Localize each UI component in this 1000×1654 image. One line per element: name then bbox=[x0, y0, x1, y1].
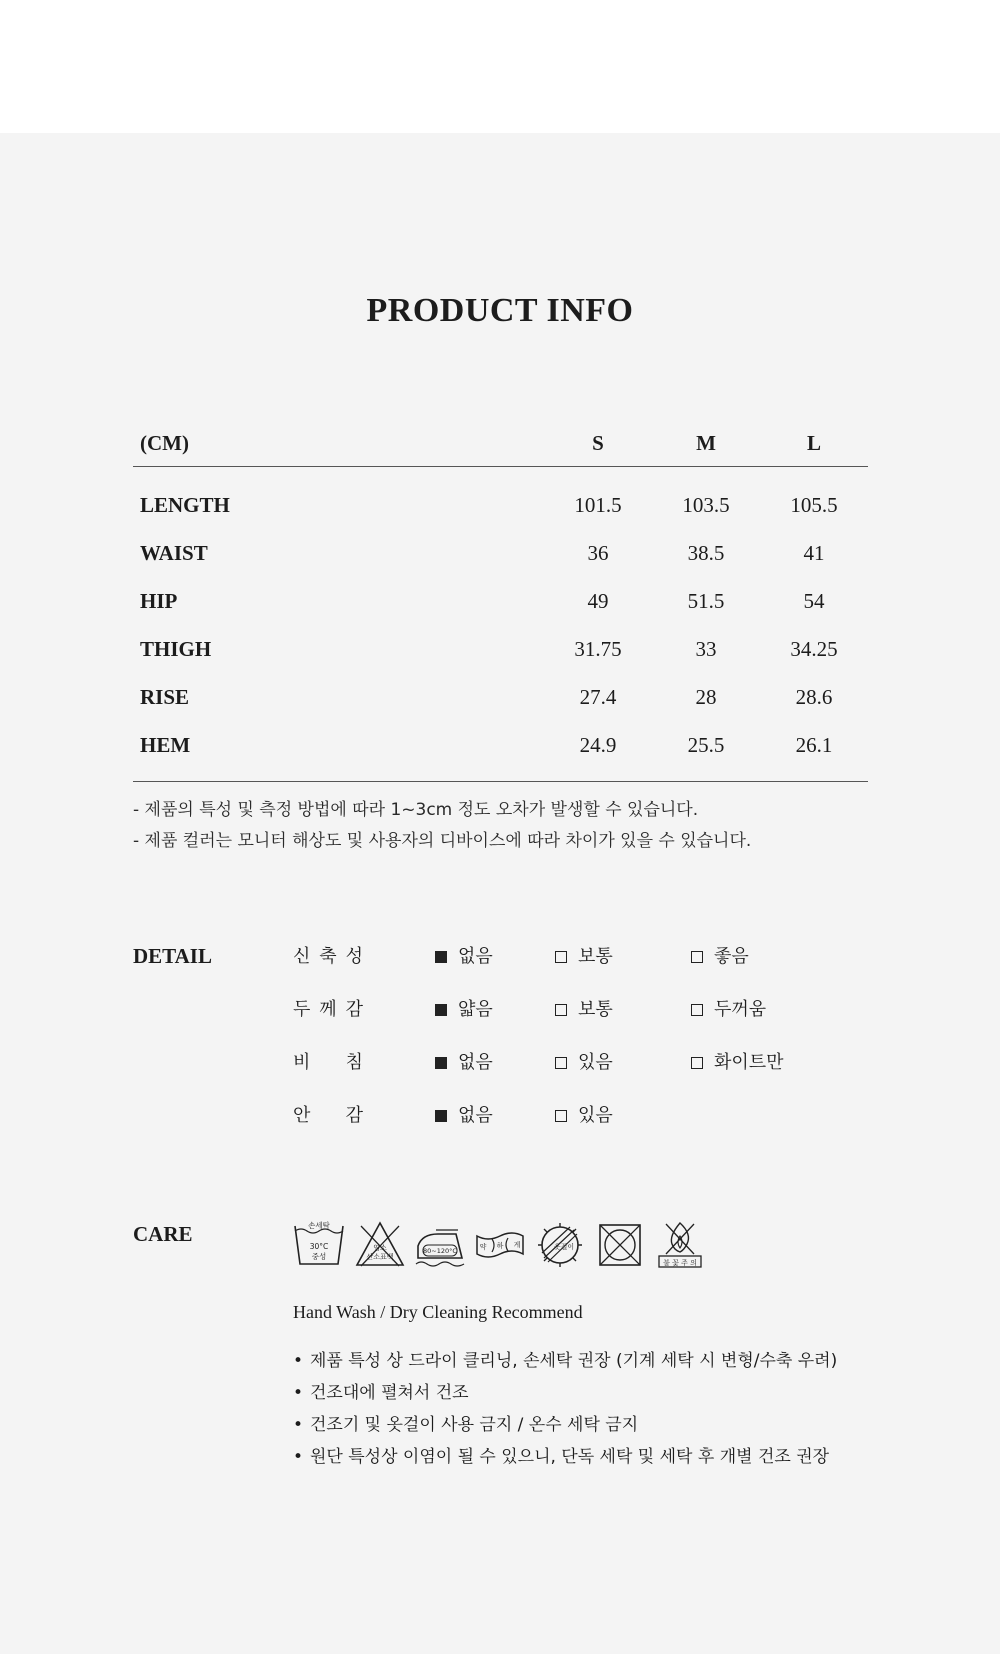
icon-text: 중성 bbox=[311, 1252, 327, 1261]
option-label: 얇음 bbox=[458, 999, 493, 1020]
cell-value: 28 bbox=[695, 684, 717, 709]
option-label: 없음 bbox=[458, 946, 493, 967]
cell-value: 49 bbox=[587, 588, 609, 613]
no-tumble-dry-icon bbox=[594, 1220, 646, 1270]
cell-value: 33 bbox=[695, 636, 717, 661]
icon-text: 염소 bbox=[373, 1244, 387, 1252]
option-label: 있음 bbox=[578, 1105, 613, 1126]
size-header-s: S bbox=[592, 430, 604, 455]
empty-box-icon bbox=[691, 1057, 703, 1069]
empty-box-icon bbox=[555, 1110, 567, 1122]
no-bleach-icon bbox=[354, 1220, 406, 1270]
icon-text: 30°C bbox=[309, 1242, 329, 1251]
checked-box-icon bbox=[435, 1004, 447, 1016]
table-row bbox=[133, 467, 868, 530]
detail-name-char: 안 bbox=[293, 1105, 311, 1126]
table-row bbox=[133, 625, 868, 673]
icon-text: 80~120°C bbox=[423, 1247, 457, 1255]
icon-text: 하 bbox=[496, 1242, 504, 1250]
care-item-text: 건조기 및 옷걸이 사용 금지 / 온수 세탁 금지 bbox=[310, 1415, 639, 1435]
table-row bbox=[133, 721, 868, 782]
unit-label: (CM) bbox=[140, 430, 189, 455]
option-checked bbox=[435, 995, 493, 1025]
empty-box-icon bbox=[691, 1004, 703, 1016]
option-label: 좋음 bbox=[714, 946, 749, 967]
option-label: 없음 bbox=[458, 1052, 493, 1073]
page-title: PRODUCT INFO bbox=[366, 292, 634, 329]
size-header-l: L bbox=[806, 430, 821, 455]
table-row bbox=[133, 673, 868, 721]
detail-name-char: 감 bbox=[345, 1105, 363, 1126]
care-list bbox=[293, 1345, 837, 1473]
care-item-text: 제품 특성 상 드라이 클리닝, 손세탁 권장 (기계 세탁 시 변형/수축 우려) bbox=[310, 1351, 838, 1371]
empty-box-icon bbox=[691, 951, 703, 963]
cell-value: 31.75 bbox=[574, 636, 622, 661]
icon-text: 옷걸이 bbox=[553, 1243, 575, 1251]
checked-box-icon bbox=[435, 1057, 447, 1069]
icon-text: 약 bbox=[479, 1243, 487, 1251]
detail-name bbox=[293, 1048, 363, 1078]
cell-value: 41 bbox=[803, 540, 825, 565]
cell-value: 24.9 bbox=[579, 732, 617, 757]
cell-value: 51.5 bbox=[687, 588, 725, 613]
care-subtitle: Hand Wash / Dry Cleaning Recommend bbox=[293, 1302, 583, 1322]
icon-text: 산소표백 bbox=[366, 1253, 394, 1261]
detail-name bbox=[293, 942, 363, 972]
icon-text: 불 꽃 주 의 bbox=[663, 1259, 697, 1267]
option-checked bbox=[435, 942, 493, 972]
care-section-label: CARE bbox=[133, 1222, 193, 1246]
hand-wash-icon bbox=[292, 1220, 346, 1270]
detail-name-char: 침 bbox=[345, 1052, 363, 1073]
list-item bbox=[293, 1345, 837, 1377]
icon-text: 손세탁 bbox=[308, 1221, 330, 1230]
iron-icon bbox=[414, 1220, 466, 1270]
list-item bbox=[293, 1441, 837, 1473]
gentle-wring-icon bbox=[474, 1220, 526, 1270]
option-unchecked bbox=[555, 1101, 613, 1131]
cell-value: 26.1 bbox=[795, 732, 833, 757]
option-label: 없음 bbox=[458, 1105, 493, 1126]
cell-value: 38.5 bbox=[687, 540, 725, 565]
no-hanger-dry-icon bbox=[534, 1220, 586, 1270]
detail-name bbox=[293, 1101, 363, 1131]
empty-box-icon bbox=[555, 951, 567, 963]
cell-value: 25.5 bbox=[687, 732, 725, 757]
list-item bbox=[293, 1377, 837, 1409]
bullet-icon: • bbox=[293, 1383, 304, 1403]
row-label: WAIST bbox=[140, 540, 208, 565]
bullet-icon: • bbox=[293, 1415, 304, 1435]
cell-value: 34.25 bbox=[790, 636, 838, 661]
detail-name-char: 비 bbox=[293, 1052, 311, 1073]
care-item-text: 건조대에 펼쳐서 건조 bbox=[310, 1383, 469, 1403]
option-unchecked bbox=[555, 942, 613, 972]
option-unchecked bbox=[691, 1048, 784, 1078]
measurement-notes bbox=[133, 795, 751, 857]
row-label: HEM bbox=[140, 732, 191, 757]
checked-box-icon bbox=[435, 1110, 447, 1122]
care-item-text: 원단 특성상 이염이 될 수 있으니, 단독 세탁 및 세탁 후 개별 건조 권장 bbox=[310, 1447, 830, 1467]
detail-name-char: 두 bbox=[293, 999, 311, 1020]
row-label: THIGH bbox=[140, 636, 212, 661]
empty-box-icon bbox=[555, 1004, 567, 1016]
bullet-icon: • bbox=[293, 1351, 304, 1371]
row-label: RISE bbox=[140, 684, 190, 709]
option-label: 두꺼움 bbox=[714, 999, 767, 1020]
detail-name-char: 감 bbox=[345, 999, 363, 1020]
cell-value: 103.5 bbox=[682, 492, 730, 517]
detail-section-label: DETAIL bbox=[133, 944, 212, 968]
bullet-icon: • bbox=[293, 1447, 304, 1467]
option-label: 화이트만 bbox=[714, 1052, 784, 1073]
cell-value: 27.4 bbox=[579, 684, 617, 709]
detail-name-char: 성 bbox=[345, 946, 363, 967]
care-icons bbox=[292, 1220, 706, 1270]
option-checked bbox=[435, 1048, 493, 1078]
detail-name-char: 축 bbox=[319, 946, 337, 967]
detail-name-char: 신 bbox=[293, 946, 311, 967]
detail-name bbox=[293, 995, 363, 1025]
option-unchecked bbox=[555, 995, 613, 1025]
option-checked bbox=[435, 1101, 493, 1131]
note-line: - 제품 컬러는 모니터 해상도 및 사용자의 디바이스에 따라 차이가 있을 수 있습니다. bbox=[133, 831, 752, 851]
note-line: - 제품의 특성 및 측정 방법에 따라 1~3cm 정도 오차가 발생할 수 있습니다. bbox=[133, 800, 699, 820]
no-fire-icon bbox=[654, 1220, 706, 1270]
detail-name-char: 께 bbox=[319, 999, 337, 1020]
table-row bbox=[133, 577, 868, 625]
icon-text: 게 bbox=[513, 1241, 521, 1249]
option-unchecked bbox=[555, 1048, 613, 1078]
size-table bbox=[133, 420, 868, 782]
list-item bbox=[293, 1409, 837, 1441]
row-label: LENGTH bbox=[140, 492, 230, 517]
size-table-header bbox=[133, 420, 868, 467]
cell-value: 101.5 bbox=[574, 492, 622, 517]
empty-box-icon bbox=[555, 1057, 567, 1069]
option-unchecked bbox=[691, 942, 749, 972]
option-unchecked bbox=[691, 995, 766, 1025]
checked-box-icon bbox=[435, 951, 447, 963]
option-label: 보통 bbox=[578, 999, 613, 1020]
option-label: 보통 bbox=[578, 946, 613, 967]
table-row bbox=[133, 529, 868, 577]
row-label: HIP bbox=[140, 588, 178, 613]
cell-value: 28.6 bbox=[795, 684, 833, 709]
cell-value: 105.5 bbox=[790, 492, 838, 517]
option-label: 있음 bbox=[578, 1052, 613, 1073]
cell-value: 54 bbox=[803, 588, 825, 613]
cell-value: 36 bbox=[587, 540, 609, 565]
size-header-m: M bbox=[696, 430, 716, 455]
